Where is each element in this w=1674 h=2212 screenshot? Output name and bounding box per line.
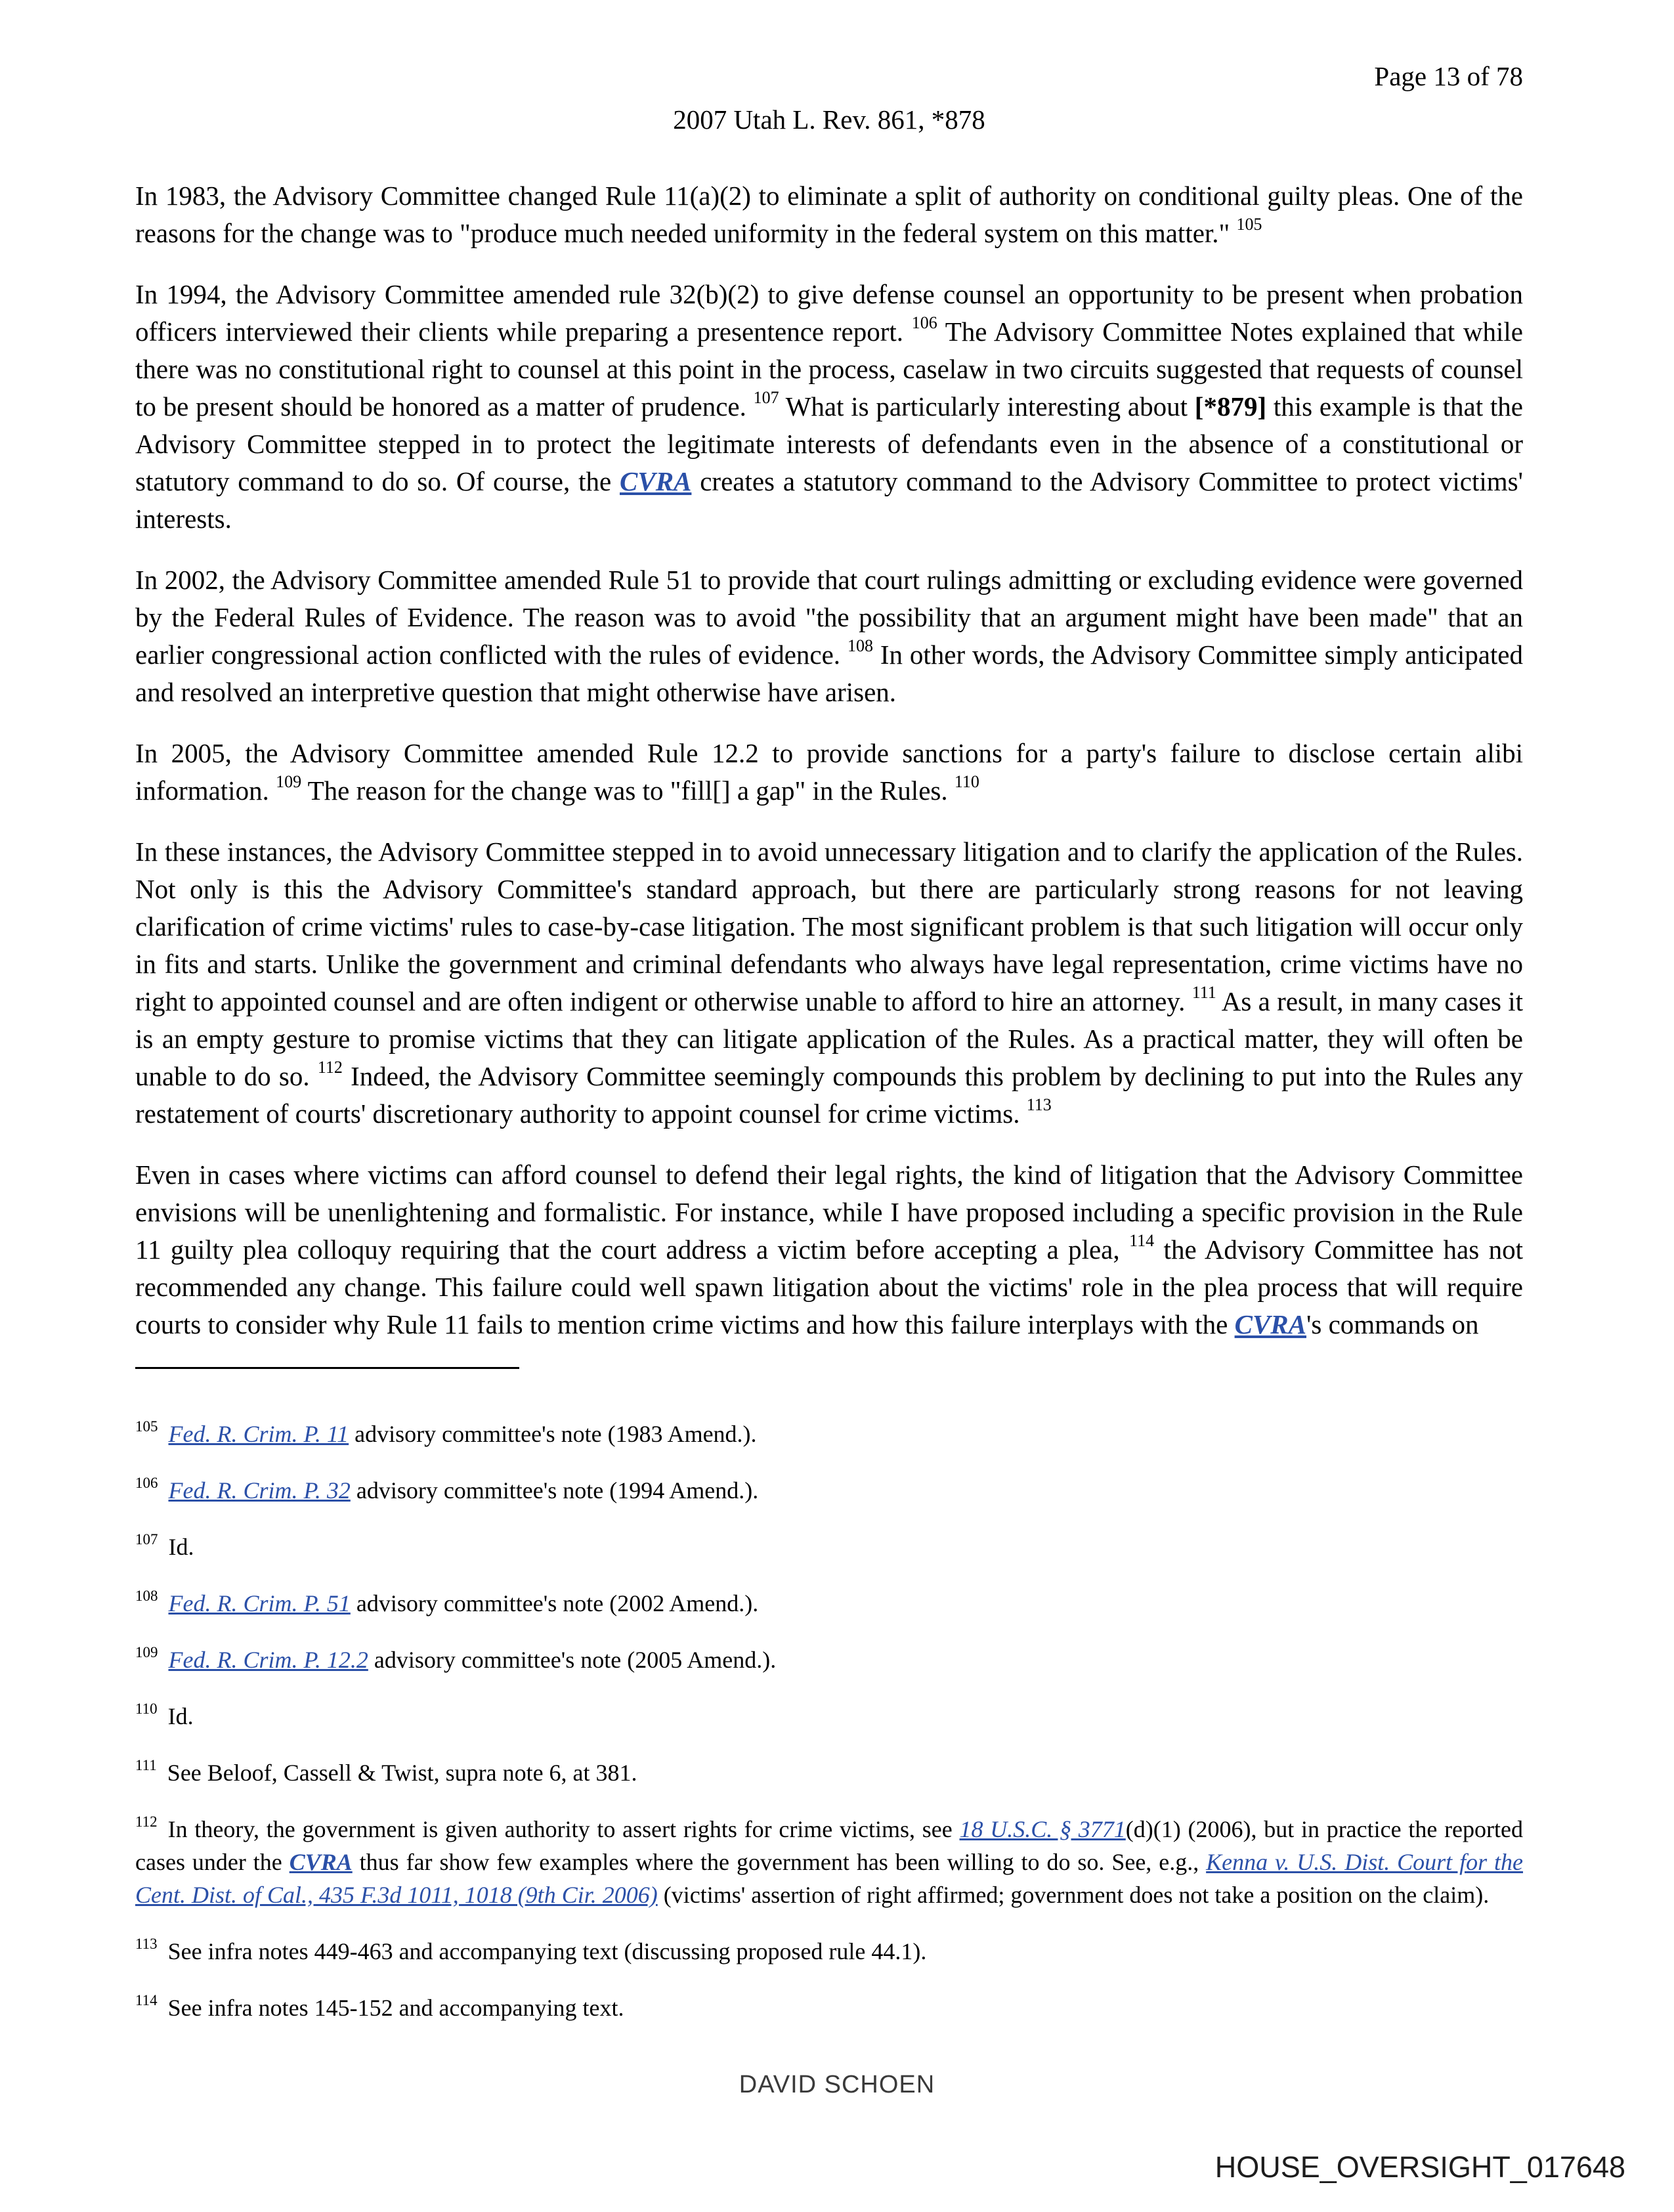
footnote-number: 111 <box>135 1756 157 1773</box>
text-run: (d)(1) (2006), but in practice the reported cases under the <box>135 1816 1524 1875</box>
citation-link[interactable]: CVRA <box>1234 1309 1306 1339</box>
text-run: advisory committee's note (1994 Amend.). <box>350 1477 759 1504</box>
paragraph <box>135 1156 1523 1343</box>
footnote-ref: 108 <box>847 636 873 656</box>
bold-text: [*879] <box>1194 391 1267 422</box>
citation-link[interactable]: CVRA <box>620 466 692 496</box>
footnote-number: 108 <box>135 1587 158 1604</box>
text-run: the Advisory Committee has not recommended any change. This failure could well spawn litigation about the victims' role in the plea process that will require courts to consider why Rule 11 fails to mention crime victims and how this failure interplays with the <box>135 1234 1523 1339</box>
footnote-number: 109 <box>135 1643 158 1660</box>
text-run: thus far show few examples where the government has been willing to do so. See, e.g., <box>352 1849 1207 1875</box>
footnote-number: 110 <box>135 1700 158 1717</box>
footnote <box>135 1474 1523 1507</box>
text-run: In 2002, the Advisory Committee amended Rule 51 to provide that court rulings admitting or excluding evidence were governed by the Federal Rules of Evidence. The reason was to avoid "the possibility that an argument might have been made" that an earlier congressional action conflicted with the rules of evidence. <box>135 565 1523 670</box>
text-run: this example is that the Advisory Committee stepped in to protect the legitimate interests of defendants even in the absence of a constitutional or statutory command to do so. Of course, the <box>135 391 1524 496</box>
footnote <box>135 1813 1523 1911</box>
footnote-ref: 106 <box>911 313 937 333</box>
citation-link[interactable]: Fed. R. Crim. P. 32 <box>168 1477 351 1504</box>
text-run: In theory, the government is given authority to assert rights for crime victims, see <box>167 1816 960 1842</box>
footnote-number: 105 <box>135 1418 158 1435</box>
footnote <box>135 1756 1523 1789</box>
text-run: As a result, in many cases it is an empty gesture to promise victims that they can litigate application of the Rules. As a practical matter, they will often be unable to do so. <box>135 986 1524 1091</box>
footnote <box>135 1643 1523 1676</box>
text-run: In other words, the Advisory Committee simply anticipated and resolved an interpretive question that might otherwise have arisen. <box>135 640 1524 707</box>
footnote <box>135 1418 1523 1450</box>
text-run: See infra notes 145-152 and accompanying text. <box>167 1995 624 2021</box>
text-run: In these instances, the Advisory Committee stepped in to avoid unnecessary litigation and to clarify the application of the Rules. Not only is this the Advisory Committee's standard approach, but there are particularly strong reasons for not leaving clarification of crime victims' rules to case-by-case litigation. The most significant problem is that such litigation will occur only in fits and starts. Unlike the government and criminal defendants who always have legal representation, crime victims have no right to appointed counsel and are often indigent or otherwise unable to afford to hire an attorney. <box>135 836 1523 1016</box>
page-indicator: Page 13 of 78 <box>1374 61 1523 91</box>
footnote-ref: 105 <box>1236 215 1262 234</box>
footnote-ref: 113 <box>1026 1095 1052 1115</box>
text-run: advisory committee's note (1983 Amend.). <box>349 1421 757 1447</box>
footnote-number: 112 <box>135 1813 158 1830</box>
text-run: The reason for the change was to "fill[] a gap" in the Rules. <box>301 775 955 806</box>
footnote-ref: 112 <box>317 1058 343 1077</box>
footnote <box>135 1991 1523 2024</box>
text-run: In 2005, the Advisory Committee amended Rule 12.2 to provide sanctions for a party's failure to disclose certain alibi information. <box>135 738 1523 806</box>
text-run: advisory committee's note (2002 Amend.). <box>350 1590 759 1616</box>
footnote-number: 113 <box>135 1935 158 1952</box>
bates-stamp: HOUSE_OVERSIGHT_017648 <box>1214 2150 1625 2184</box>
paragraph <box>135 276 1523 538</box>
citation-link[interactable]: Fed. R. Crim. P. 12.2 <box>168 1647 368 1673</box>
footnote-number: 106 <box>135 1474 158 1491</box>
footnote-ref: 107 <box>753 388 779 408</box>
text-run: See infra notes 449-463 and accompanying text (discussing proposed rule 44.1). <box>167 1938 927 1964</box>
citation-header: 2007 Utah L. Rev. 861, *878 <box>673 104 985 135</box>
footnote <box>135 1935 1523 1968</box>
footnote <box>135 1700 1523 1733</box>
paragraph <box>135 561 1523 711</box>
text-run: See Beloof, Cassell & Twist, supra note 6, at 381. <box>167 1760 637 1786</box>
footnotes-list <box>135 1418 1523 2024</box>
body-paragraphs <box>135 177 1523 1343</box>
text-run: advisory committee's note (2005 Amend.). <box>368 1647 777 1673</box>
footnote-ref: 111 <box>1191 983 1216 1003</box>
citation-link[interactable]: CVRA <box>289 1849 353 1875</box>
footnote-number: 114 <box>135 1991 158 2008</box>
footnote <box>135 1530 1523 1563</box>
text-run: What is particularly interesting about <box>779 391 1195 422</box>
footnote-separator <box>135 1367 519 1369</box>
text-run: Id. <box>168 1534 194 1560</box>
text-run: In 1994, the Advisory Committee amended rule 32(b)(2) to give defense counsel an opportunity to be present when probation officers interviewed their clients while preparing a presentence report. <box>135 279 1523 347</box>
footnote-ref: 114 <box>1129 1231 1155 1251</box>
footnote <box>135 1587 1523 1620</box>
citation-link[interactable]: Fed. R. Crim. P. 51 <box>168 1590 351 1616</box>
citation-link[interactable]: Kenna v. U.S. Dist. Court for the Cent. Dist. of Cal., 435 F.3d 1011, 1018 (9th Cir. 2006) <box>135 1849 1524 1908</box>
text-run: Even in cases where victims can afford counsel to defend their legal rights, the kind of litigation that the Advisory Committee envisions will be unenlightening and formalistic. For instance, while I have proposed including a specific provision in the Rule 11 guilty plea colloquy requiring that the court address a victim before accepting a plea, <box>135 1160 1523 1265</box>
paragraph <box>135 833 1523 1133</box>
text-run: The Advisory Committee Notes explained that while there was no constitutional right to counsel at this point in the process, caselaw in two circuits suggested that requests of counsel to be present should be honored as a matter of prudence. <box>135 316 1523 422</box>
footnote-ref: 109 <box>276 772 302 792</box>
text-run: Indeed, the Advisory Committee seemingly compounds this problem by declining to put into the Rules any restatement of courts' discretionary authority to appoint counsel for crime victims. <box>135 1061 1523 1129</box>
paragraph <box>135 735 1523 810</box>
citation-link[interactable]: 18 U.S.C. § 3771 <box>959 1816 1126 1842</box>
text-run: Id. <box>167 1703 194 1729</box>
paragraph <box>135 177 1523 252</box>
footnote-number: 107 <box>135 1530 158 1548</box>
text-run: In 1983, the Advisory Committee changed Rule 11(a)(2) to eliminate a split of authority on conditional guilty pleas. One of the reasons for the change was to "produce much needed uniformity in the federal system on this matter." <box>135 181 1523 248</box>
citation-link[interactable]: Fed. R. Crim. P. 11 <box>168 1421 349 1447</box>
footer-author-name: DAVID SCHOEN <box>739 2071 935 2098</box>
text-run: creates a statutory command to the Advisory Committee to protect victims' interests. <box>135 466 1523 534</box>
footnote-ref: 110 <box>954 772 979 792</box>
text-run: (victims' assertion of right affirmed; government does not take a position on the claim). <box>657 1882 1490 1908</box>
text-run: 's commands on <box>1306 1309 1479 1339</box>
